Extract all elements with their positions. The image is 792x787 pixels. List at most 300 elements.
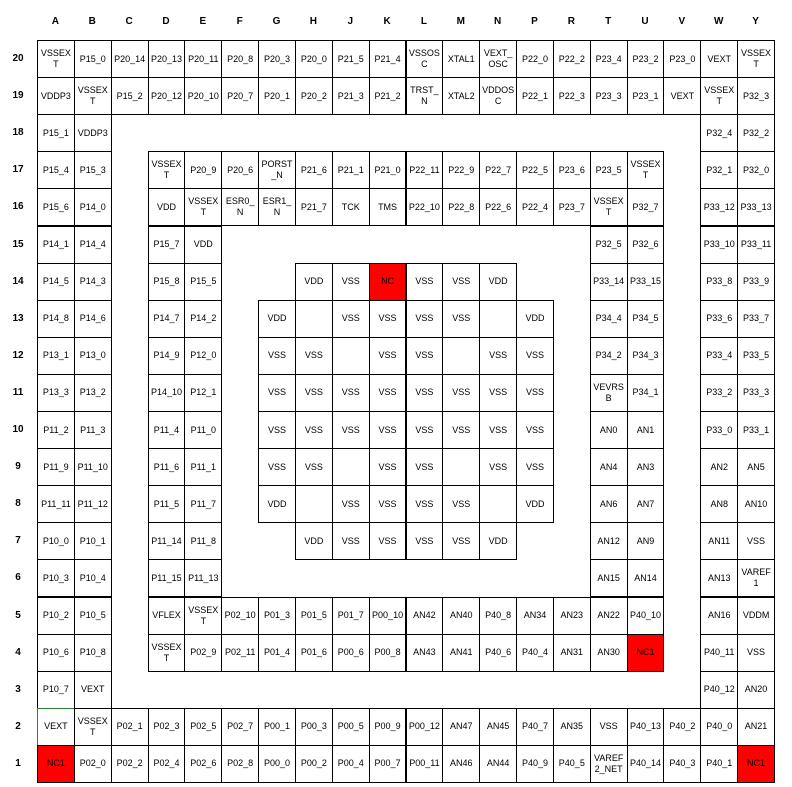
ball-cell[interactable]: P02_6 (184, 745, 222, 783)
ball-cell[interactable]: VSSEXT (184, 597, 222, 635)
ball-cell[interactable]: P11_4 (148, 411, 186, 449)
ball-cell[interactable]: P40_12 (700, 671, 738, 709)
ball-cell[interactable]: P23_2 (627, 40, 665, 78)
ball-cell[interactable]: P15_8 (148, 263, 186, 301)
ball-cell[interactable]: VDDP3 (37, 77, 75, 115)
ball-cell[interactable]: P22_4 (516, 188, 554, 226)
ball-cell[interactable]: P01_4 (258, 634, 296, 672)
ball-cell[interactable]: VFLEX (148, 597, 186, 635)
ball-cell[interactable]: P22_3 (553, 77, 591, 115)
ball-cell[interactable]: VSSEXT (590, 188, 628, 226)
ball-cell[interactable]: VDD (516, 300, 554, 338)
ball-cell[interactable]: P11_5 (148, 485, 186, 523)
ball-cell[interactable]: P33_15 (627, 263, 665, 301)
ball-cell[interactable]: VSS (442, 300, 480, 338)
ball-cell[interactable]: P00_8 (369, 634, 407, 672)
ball-cell[interactable]: P40_9 (516, 745, 554, 783)
ball-cell[interactable]: P40_6 (479, 634, 517, 672)
ball-cell[interactable]: P00_10 (369, 597, 407, 635)
ball-cell[interactable]: P01_3 (258, 597, 296, 635)
ball-cell[interactable]: P20_7 (221, 77, 259, 115)
ball-cell[interactable]: P32_0 (737, 151, 775, 189)
ball-cell[interactable]: P32_1 (700, 151, 738, 189)
ball-cell[interactable] (295, 300, 333, 338)
ball-cell[interactable]: P33_14 (590, 263, 628, 301)
ball-cell[interactable]: VSS (332, 263, 370, 301)
ball-cell[interactable]: P21_4 (369, 40, 407, 78)
ball-cell[interactable]: VEXT_OSC (479, 40, 517, 78)
ball-cell[interactable]: P23_3 (590, 77, 628, 115)
ball-cell[interactable]: P14_0 (74, 188, 112, 226)
ball-cell[interactable] (295, 485, 333, 523)
ball-cell[interactable]: AN22 (590, 597, 628, 635)
ball-cell[interactable]: AN13 (700, 559, 738, 597)
ball-cell[interactable]: VDDM (737, 597, 775, 635)
ball-cell[interactable]: ESR0_N (221, 188, 259, 226)
ball-cell[interactable]: VDD (184, 226, 222, 264)
ball-cell[interactable]: VSSEXT (184, 188, 222, 226)
ball-cell[interactable]: P20_11 (184, 40, 222, 78)
ball-cell[interactable]: P32_3 (737, 77, 775, 115)
ball-cell[interactable]: AN23 (553, 597, 591, 635)
ball-cell-nc[interactable]: NC1 (37, 745, 75, 783)
ball-cell[interactable]: AN41 (442, 634, 480, 672)
ball-cell[interactable]: AN47 (442, 708, 480, 746)
ball-cell[interactable]: VSS (442, 374, 480, 412)
ball-cell[interactable]: P15_4 (37, 151, 75, 189)
ball-cell[interactable]: P33_4 (700, 337, 738, 375)
ball-cell[interactable]: P32_6 (627, 226, 665, 264)
ball-cell[interactable]: VSS (737, 634, 775, 672)
ball-cell[interactable]: P14_6 (74, 300, 112, 338)
ball-cell[interactable] (442, 337, 480, 375)
ball-cell[interactable]: P15_5 (184, 263, 222, 301)
ball-cell[interactable]: VDD (258, 485, 296, 523)
ball-cell[interactable]: VDD (258, 300, 296, 338)
ball-cell[interactable]: TCK (332, 188, 370, 226)
ball-cell[interactable]: AN30 (590, 634, 628, 672)
ball-cell[interactable]: AN8 (700, 485, 738, 523)
ball-cell[interactable]: AN35 (553, 708, 591, 746)
ball-cell[interactable]: P13_0 (74, 337, 112, 375)
ball-cell[interactable]: P11_1 (184, 448, 222, 486)
ball-cell[interactable]: P40_13 (627, 708, 665, 746)
ball-cell[interactable]: VDD (516, 485, 554, 523)
ball-cell[interactable]: P11_15 (148, 559, 186, 597)
ball-cell-nc[interactable]: NC1 (737, 745, 775, 783)
ball-cell[interactable]: P20_8 (221, 40, 259, 78)
ball-cell[interactable]: P33_12 (700, 188, 738, 226)
ball-cell[interactable] (479, 485, 517, 523)
ball-cell[interactable]: P14_8 (37, 300, 75, 338)
ball-cell[interactable]: P10_8 (74, 634, 112, 672)
ball-cell[interactable]: VSSEXT (148, 151, 186, 189)
ball-cell[interactable]: AN0 (590, 411, 628, 449)
ball-cell[interactable]: P40_14 (627, 745, 665, 783)
ball-cell[interactable]: P10_5 (74, 597, 112, 635)
ball-cell[interactable]: VEXT (74, 671, 112, 709)
ball-cell[interactable]: P20_1 (258, 77, 296, 115)
ball-cell[interactable] (442, 448, 480, 486)
ball-cell[interactable]: VSS (332, 522, 370, 560)
ball-cell[interactable]: P40_4 (516, 634, 554, 672)
ball-cell[interactable]: P32_7 (627, 188, 665, 226)
ball-cell[interactable]: P11_8 (184, 522, 222, 560)
ball-cell[interactable]: VSSEXT (74, 708, 112, 746)
ball-cell[interactable]: VSS (295, 337, 333, 375)
ball-cell[interactable]: P21_0 (369, 151, 407, 189)
ball-cell[interactable]: P33_6 (700, 300, 738, 338)
ball-cell[interactable]: VSSEXT (148, 634, 186, 672)
ball-cell[interactable]: P33_8 (700, 263, 738, 301)
ball-cell[interactable]: VSSOSC (406, 40, 444, 78)
ball-cell[interactable]: VSS (406, 522, 444, 560)
ball-cell[interactable]: AN43 (406, 634, 444, 672)
ball-cell[interactable]: P01_5 (295, 597, 333, 635)
ball-cell[interactable]: P11_10 (74, 448, 112, 486)
ball-cell[interactable]: P13_2 (74, 374, 112, 412)
ball-cell[interactable]: P02_5 (184, 708, 222, 746)
ball-cell[interactable]: AN4 (590, 448, 628, 486)
ball-cell[interactable]: VSS (369, 374, 407, 412)
ball-cell[interactable]: VSSEXT (37, 40, 75, 78)
ball-cell[interactable]: P14_3 (74, 263, 112, 301)
ball-cell[interactable]: VSS (295, 374, 333, 412)
ball-cell[interactable]: VSS (258, 374, 296, 412)
ball-cell[interactable]: VSS (406, 337, 444, 375)
ball-cell-nc[interactable]: NC (369, 263, 407, 301)
ball-cell[interactable]: P21_2 (369, 77, 407, 115)
ball-cell[interactable]: P15_0 (74, 40, 112, 78)
ball-cell[interactable]: P23_6 (553, 151, 591, 189)
ball-cell[interactable]: P40_7 (516, 708, 554, 746)
ball-cell[interactable]: P34_4 (590, 300, 628, 338)
ball-cell[interactable]: P33_0 (700, 411, 738, 449)
ball-cell[interactable]: P21_1 (332, 151, 370, 189)
ball-cell[interactable]: P02_11 (221, 634, 259, 672)
ball-cell[interactable]: P02_9 (184, 634, 222, 672)
ball-cell[interactable]: VSS (406, 411, 444, 449)
ball-cell[interactable]: P22_5 (516, 151, 554, 189)
ball-cell[interactable]: AN40 (442, 597, 480, 635)
ball-cell[interactable]: VSS (369, 300, 407, 338)
ball-cell[interactable]: P00_6 (332, 634, 370, 672)
ball-cell[interactable]: VSS (258, 337, 296, 375)
ball-cell[interactable]: P10_3 (37, 559, 75, 597)
ball-cell[interactable]: P10_0 (37, 522, 75, 560)
ball-cell[interactable]: P11_13 (184, 559, 222, 597)
ball-cell[interactable]: VDD (479, 263, 517, 301)
ball-cell-nc[interactable]: NC1 (627, 634, 665, 672)
ball-cell[interactable]: P15_3 (74, 151, 112, 189)
ball-cell[interactable]: P33_9 (737, 263, 775, 301)
ball-cell[interactable]: P40_2 (663, 708, 701, 746)
ball-cell[interactable]: AN11 (700, 522, 738, 560)
ball-cell[interactable]: P00_3 (295, 708, 333, 746)
ball-cell[interactable] (479, 300, 517, 338)
ball-cell[interactable]: P20_9 (184, 151, 222, 189)
ball-cell[interactable]: VEXT (663, 77, 701, 115)
ball-cell[interactable]: VSS (295, 411, 333, 449)
ball-cell[interactable]: VSS (295, 448, 333, 486)
ball-cell[interactable]: VSS (516, 448, 554, 486)
ball-cell[interactable]: P22_8 (442, 188, 480, 226)
ball-cell[interactable]: AN14 (627, 559, 665, 597)
ball-cell[interactable]: VSS (332, 485, 370, 523)
ball-cell[interactable]: VEVRSB (590, 374, 628, 412)
ball-cell[interactable]: P20_6 (221, 151, 259, 189)
ball-cell[interactable]: P23_4 (590, 40, 628, 78)
ball-cell[interactable]: VSS (737, 522, 775, 560)
ball-cell[interactable]: AN1 (627, 411, 665, 449)
ball-cell[interactable]: P15_6 (37, 188, 75, 226)
ball-cell[interactable]: P00_12 (406, 708, 444, 746)
ball-cell[interactable]: AN21 (737, 708, 775, 746)
ball-cell[interactable]: AN42 (406, 597, 444, 635)
ball-cell[interactable]: P02_1 (111, 708, 149, 746)
ball-cell[interactable]: P14_1 (37, 226, 75, 264)
ball-cell[interactable]: P13_3 (37, 374, 75, 412)
ball-cell[interactable]: VSS (516, 374, 554, 412)
ball-cell[interactable]: P00_1 (258, 708, 296, 746)
ball-cell[interactable]: P40_3 (663, 745, 701, 783)
ball-cell[interactable]: P33_3 (737, 374, 775, 412)
ball-cell[interactable]: P10_6 (37, 634, 75, 672)
ball-cell[interactable]: P01_6 (295, 634, 333, 672)
ball-cell[interactable]: VSS (442, 522, 480, 560)
ball-cell[interactable]: P10_1 (74, 522, 112, 560)
ball-cell[interactable]: P22_7 (479, 151, 517, 189)
ball-cell[interactable]: VSS (442, 485, 480, 523)
ball-cell[interactable]: AN9 (627, 522, 665, 560)
ball-cell[interactable]: P02_0 (74, 745, 112, 783)
ball-cell[interactable]: VSS (590, 708, 628, 746)
ball-cell[interactable]: VDDP3 (74, 114, 112, 152)
ball-cell[interactable]: VSS (479, 337, 517, 375)
ball-cell[interactable]: P14_5 (37, 263, 75, 301)
ball-cell[interactable]: AN31 (553, 634, 591, 672)
ball-cell[interactable]: P11_11 (37, 485, 75, 523)
ball-cell[interactable]: VSS (369, 337, 407, 375)
ball-cell[interactable]: P00_0 (258, 745, 296, 783)
ball-cell[interactable]: AN15 (590, 559, 628, 597)
ball-cell[interactable]: VSS (479, 374, 517, 412)
ball-cell[interactable]: P23_1 (627, 77, 665, 115)
ball-cell[interactable]: VSS (406, 374, 444, 412)
ball-cell[interactable]: VSS (332, 411, 370, 449)
ball-cell[interactable]: P00_4 (332, 745, 370, 783)
ball-cell[interactable]: P02_7 (221, 708, 259, 746)
ball-cell[interactable]: P40_5 (553, 745, 591, 783)
ball-cell[interactable]: P11_7 (184, 485, 222, 523)
ball-cell[interactable]: P33_1 (737, 411, 775, 449)
ball-cell[interactable]: P12_1 (184, 374, 222, 412)
ball-cell[interactable]: P22_10 (406, 188, 444, 226)
ball-cell[interactable]: VSS (369, 485, 407, 523)
ball-cell[interactable]: P14_2 (184, 300, 222, 338)
ball-cell[interactable]: XTAL1 (442, 40, 480, 78)
ball-cell[interactable]: PORST_N (258, 151, 296, 189)
ball-cell[interactable]: P22_11 (406, 151, 444, 189)
ball-cell[interactable]: P20_13 (148, 40, 186, 78)
ball-cell[interactable]: VAREF2_NET (590, 745, 628, 783)
ball-cell[interactable]: P00_9 (369, 708, 407, 746)
ball-cell[interactable]: VDD (295, 522, 333, 560)
ball-cell[interactable]: P11_6 (148, 448, 186, 486)
ball-cell[interactable]: VEXT (700, 40, 738, 78)
ball-cell[interactable]: P10_4 (74, 559, 112, 597)
ball-cell[interactable]: P33_2 (700, 374, 738, 412)
ball-cell[interactable]: P00_7 (369, 745, 407, 783)
ball-cell[interactable]: P10_7 (37, 671, 75, 709)
ball-cell[interactable]: VSS (516, 411, 554, 449)
ball-cell[interactable] (332, 448, 370, 486)
ball-cell[interactable]: P02_2 (111, 745, 149, 783)
ball-cell[interactable]: P14_4 (74, 226, 112, 264)
ball-cell[interactable]: ESR1_N (258, 188, 296, 226)
ball-cell[interactable]: AN7 (627, 485, 665, 523)
ball-cell[interactable]: P23_0 (663, 40, 701, 78)
ball-cell[interactable]: VDD (295, 263, 333, 301)
ball-cell[interactable]: P14_7 (148, 300, 186, 338)
ball-cell[interactable]: P00_2 (295, 745, 333, 783)
ball-cell[interactable]: VSSEXT (74, 77, 112, 115)
ball-cell[interactable]: P15_1 (37, 114, 75, 152)
ball-cell[interactable]: TMS (369, 188, 407, 226)
ball-cell[interactable]: P34_5 (627, 300, 665, 338)
ball-cell[interactable]: P20_14 (111, 40, 149, 78)
ball-cell[interactable]: P02_4 (148, 745, 186, 783)
ball-cell[interactable]: P11_12 (74, 485, 112, 523)
ball-cell[interactable]: P20_0 (295, 40, 333, 78)
ball-cell[interactable]: P15_7 (148, 226, 186, 264)
ball-cell[interactable]: P22_6 (479, 188, 517, 226)
ball-cell[interactable]: VSS (406, 300, 444, 338)
ball-cell[interactable]: P20_12 (148, 77, 186, 115)
ball-cell[interactable]: P21_6 (295, 151, 333, 189)
ball-cell[interactable]: VSS (406, 448, 444, 486)
ball-cell[interactable]: AN45 (479, 708, 517, 746)
ball-cell[interactable]: P32_5 (590, 226, 628, 264)
ball-cell[interactable]: P14_9 (148, 337, 186, 375)
ball-cell[interactable]: P14_10 (148, 374, 186, 412)
ball-cell[interactable]: P15_2 (111, 77, 149, 115)
ball-cell[interactable]: TRST_N (406, 77, 444, 115)
ball-cell[interactable]: VDD (148, 188, 186, 226)
ball-cell[interactable]: VSSEXT (627, 151, 665, 189)
ball-cell[interactable]: P02_3 (148, 708, 186, 746)
ball-cell[interactable]: P33_7 (737, 300, 775, 338)
ball-cell[interactable]: P21_7 (295, 188, 333, 226)
ball-cell[interactable]: P11_3 (74, 411, 112, 449)
ball-cell[interactable]: P40_0 (700, 708, 738, 746)
ball-cell[interactable]: XTAL2 (442, 77, 480, 115)
ball-cell[interactable]: P11_0 (184, 411, 222, 449)
ball-cell[interactable]: P34_3 (627, 337, 665, 375)
ball-cell[interactable]: P40_11 (700, 634, 738, 672)
ball-cell[interactable]: P13_1 (37, 337, 75, 375)
ball-cell[interactable]: P22_1 (516, 77, 554, 115)
ball-cell-selected[interactable]: VEXT (37, 708, 75, 746)
ball-cell[interactable]: AN12 (590, 522, 628, 560)
ball-cell[interactable]: P21_3 (332, 77, 370, 115)
ball-cell[interactable]: VSSEXT (737, 40, 775, 78)
ball-cell[interactable]: AN16 (700, 597, 738, 635)
ball-cell[interactable]: VSS (258, 448, 296, 486)
ball-cell[interactable]: AN3 (627, 448, 665, 486)
ball-cell[interactable]: P34_1 (627, 374, 665, 412)
ball-cell[interactable]: P11_9 (37, 448, 75, 486)
ball-cell[interactable]: AN44 (479, 745, 517, 783)
ball-cell[interactable]: VSS (479, 448, 517, 486)
ball-cell[interactable]: P32_4 (700, 114, 738, 152)
ball-cell[interactable]: VSS (369, 411, 407, 449)
ball-cell[interactable]: P40_8 (479, 597, 517, 635)
ball-cell[interactable]: P34_2 (590, 337, 628, 375)
ball-cell[interactable]: AN10 (737, 485, 775, 523)
ball-cell[interactable]: P20_3 (258, 40, 296, 78)
ball-cell[interactable]: AN6 (590, 485, 628, 523)
ball-cell[interactable]: P02_8 (221, 745, 259, 783)
ball-cell[interactable]: AN20 (737, 671, 775, 709)
ball-cell[interactable]: VSS (442, 263, 480, 301)
ball-cell[interactable] (332, 337, 370, 375)
ball-cell[interactable]: VSS (332, 300, 370, 338)
ball-cell[interactable]: P01_7 (332, 597, 370, 635)
ball-cell[interactable]: P33_10 (700, 226, 738, 264)
ball-cell[interactable]: P33_11 (737, 226, 775, 264)
ball-cell[interactable]: P22_9 (442, 151, 480, 189)
ball-cell[interactable]: VSS (406, 263, 444, 301)
ball-cell[interactable]: P02_10 (221, 597, 259, 635)
ball-cell[interactable]: AN2 (700, 448, 738, 486)
ball-cell[interactable]: VSS (332, 374, 370, 412)
ball-cell[interactable]: VSS (479, 411, 517, 449)
ball-cell[interactable]: P32_2 (737, 114, 775, 152)
ball-cell[interactable]: P23_7 (553, 188, 591, 226)
ball-cell[interactable]: VSS (406, 485, 444, 523)
ball-cell[interactable]: P00_5 (332, 708, 370, 746)
ball-cell[interactable]: P20_10 (184, 77, 222, 115)
ball-cell[interactable]: P00_11 (406, 745, 444, 783)
ball-cell[interactable]: AN34 (516, 597, 554, 635)
ball-cell[interactable]: P22_2 (553, 40, 591, 78)
ball-cell[interactable]: P33_5 (737, 337, 775, 375)
ball-cell[interactable]: P21_5 (332, 40, 370, 78)
ball-cell[interactable]: VSS (369, 448, 407, 486)
ball-cell[interactable]: VSS (369, 522, 407, 560)
ball-cell[interactable]: P12_0 (184, 337, 222, 375)
ball-cell[interactable]: VSSEXT (700, 77, 738, 115)
ball-cell[interactable]: VSS (442, 411, 480, 449)
ball-cell[interactable]: P33_13 (737, 188, 775, 226)
ball-cell[interactable]: AN5 (737, 448, 775, 486)
ball-cell[interactable]: AN46 (442, 745, 480, 783)
ball-cell[interactable]: VDD (479, 522, 517, 560)
ball-cell[interactable]: P10_2 (37, 597, 75, 635)
ball-cell[interactable]: VDDOSC (479, 77, 517, 115)
ball-cell[interactable]: P23_5 (590, 151, 628, 189)
ball-cell[interactable]: P11_14 (148, 522, 186, 560)
ball-cell[interactable]: P40_10 (627, 597, 665, 635)
ball-cell[interactable]: VSS (258, 411, 296, 449)
ball-cell[interactable]: P20_2 (295, 77, 333, 115)
ball-cell[interactable]: P40_1 (700, 745, 738, 783)
ball-cell[interactable]: VSS (516, 337, 554, 375)
ball-cell[interactable]: P22_0 (516, 40, 554, 78)
ball-cell[interactable]: P11_2 (37, 411, 75, 449)
ball-cell[interactable]: VAREF1 (737, 559, 775, 597)
